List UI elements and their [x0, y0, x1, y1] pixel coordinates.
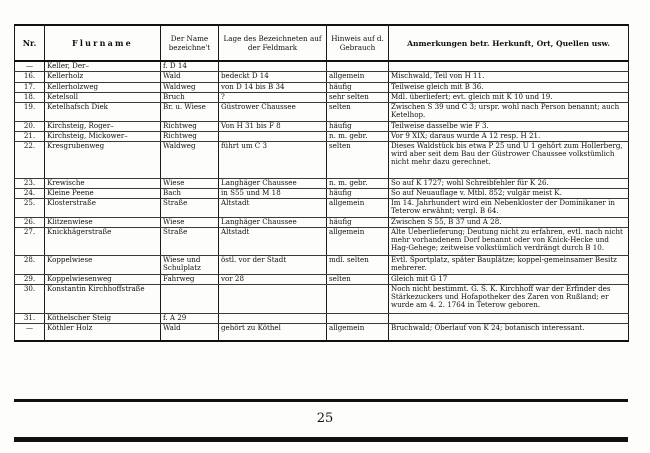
row-anmerkung: Bruchwald; Oberlauf von K 24; botanisch interessant.: [389, 323, 629, 341]
row-nr: 21.: [15, 131, 45, 141]
row-bezeichnet: Bruch: [161, 92, 219, 102]
row-anmerkung: Noch nicht bestimmt. G. S. K. Kirchhoff war der Erfinder des Stärkezuckers und Hofapotheker des Zaren von Rußland; er wurde am 4. 2. 1764 in Teterow geboren.: [389, 284, 629, 313]
row-hinweis: häufig: [327, 188, 389, 198]
table-row: [15, 274, 629, 284]
row-bezeichnet: Straße: [161, 198, 219, 217]
row-lage: [219, 313, 327, 323]
row-lage: Altstadt: [219, 198, 327, 217]
row-anmerkung: Alte Ueberlieferung; Deutung nicht zu erfahren, evtl. nach nicht mehr vorhandenem Dorf benannt oder von Knick-Hecke und Hag-Gehege; zeitweise volkstümlich verdrängt durch B 10.: [389, 227, 629, 255]
table-row: [15, 102, 629, 121]
row-anmerkung: [389, 61, 629, 71]
table-row: [15, 71, 629, 82]
row-nr: 30.: [15, 284, 45, 313]
table-row: [15, 82, 629, 92]
row-anmerkung: So auf K 1727; wohl Schreibfehler für K 26.: [389, 178, 629, 188]
row-anmerkung: Gleich mit G 17: [389, 274, 629, 284]
row-hinweis: allgemein: [327, 198, 389, 217]
row-hinweis: n. m. gebr.: [327, 178, 389, 188]
row-bezeichnet: Wald: [161, 71, 219, 82]
row-nr: 28.: [15, 255, 45, 274]
row-anmerkung: Teilweise dasselbe wie F 3.: [389, 121, 629, 131]
header-bezeichnet: Der Name bezeichne't: [161, 25, 219, 61]
table-row: [15, 178, 629, 188]
row-flurname: Kleine Peene: [45, 188, 161, 198]
row-flurname: Ketelsoll: [45, 92, 161, 102]
row-anmerkung: So auf Neuauflage v. Mtbl. 852; vulgär meist K.: [389, 188, 629, 198]
row-nr: 25.: [15, 198, 45, 217]
row-anmerkung: Im 14. Jahrhundert wird ein Nebenkloster der Dominikaner in Teterow erwähnt; vergl. B 64.: [389, 198, 629, 217]
table-row: [15, 255, 629, 274]
row-lage: gehört zu Köthel: [219, 323, 327, 341]
header-hinweis: Hinweis auf d. Gebrauch: [327, 25, 389, 61]
row-nr: 20.: [15, 121, 45, 131]
row-anmerkung: Mischwald, Teil von H 11.: [389, 71, 629, 82]
row-bezeichnet: f. D 14: [161, 61, 219, 71]
row-flurname: Koppelwiese: [45, 255, 161, 274]
row-nr: 19.: [15, 102, 45, 121]
row-flurname: Kellerholz: [45, 71, 161, 82]
row-anmerkung: Zwischen S 55, B 37 und A 28.: [389, 217, 629, 227]
row-flurname: Kellerholzweg: [45, 82, 161, 92]
row-hinweis: [327, 61, 389, 71]
row-bezeichnet: f. A 29: [161, 313, 219, 323]
row-hinweis: selten: [327, 141, 389, 178]
table-row: [15, 61, 629, 71]
row-hinweis: allgemein: [327, 71, 389, 82]
row-bezeichnet: Waldweg: [161, 141, 219, 178]
row-nr: —: [15, 61, 45, 71]
table-row: [15, 323, 629, 341]
header-flurname: Flurname: [45, 25, 161, 61]
bottom-rule-left: [14, 399, 628, 402]
row-flurname: Krewische: [45, 178, 161, 188]
table-body: [15, 61, 629, 341]
row-bezeichnet: Richtweg: [161, 131, 219, 141]
table-row: [15, 121, 629, 131]
header-nr: Nr.: [15, 25, 45, 61]
row-flurname: Kirchsteig, Mickower–: [45, 131, 161, 141]
row-nr: 29.: [15, 274, 45, 284]
row-nr: 17.: [15, 82, 45, 92]
table-row: [15, 198, 629, 217]
row-lage: in S55 und M 18: [219, 188, 327, 198]
row-lage: führt um C 3: [219, 141, 327, 178]
table-header-row: [15, 25, 629, 61]
row-nr: 18.: [15, 92, 45, 102]
row-flurname: Keller, Der–: [45, 61, 161, 71]
row-lage: Güstrower Chaussee: [219, 102, 327, 121]
field-name-register-table: [14, 24, 629, 342]
table-row: [15, 92, 629, 102]
row-bezeichnet: Wiese: [161, 217, 219, 227]
row-bezeichnet: Wiese: [161, 178, 219, 188]
header-lage: Lage des Bezeichneten auf der Feldmark: [219, 25, 327, 61]
row-flurname: Klitzenwiese: [45, 217, 161, 227]
table-row: [15, 227, 629, 255]
table-row: [15, 313, 629, 323]
row-nr: —: [15, 323, 45, 341]
row-lage: ?: [219, 92, 327, 102]
row-lage: Von H 31 bis F 8: [219, 121, 327, 131]
row-hinweis: allgemein: [327, 323, 389, 341]
row-hinweis: häufig: [327, 82, 389, 92]
row-flurname: Klosterstraße: [45, 198, 161, 217]
row-bezeichnet: Wiese und Schulplatz: [161, 255, 219, 274]
row-flurname: Koppelwiesenweg: [45, 274, 161, 284]
row-flurname: Köthelscher Steig: [45, 313, 161, 323]
row-flurname: Ketelhafsch Diek: [45, 102, 161, 121]
row-flurname: Konstantin Kirchhoffstraße: [45, 284, 161, 313]
row-nr: 22.: [15, 141, 45, 178]
row-flurname: Köthler Holz: [45, 323, 161, 341]
row-hinweis: mdl. selten: [327, 255, 389, 274]
row-flurname: Kirchsteig, Roger–: [45, 121, 161, 131]
row-anmerkung: Teilweise gleich mit B 36.: [389, 82, 629, 92]
row-bezeichnet: Waldweg: [161, 82, 219, 92]
row-anmerkung: Zwischen S 39 und C 3; urspr. wohl nach Person benannt; auch Ketelhop.: [389, 102, 629, 121]
row-bezeichnet: Br. u. Wiese: [161, 102, 219, 121]
row-hinweis: [327, 284, 389, 313]
row-lage: [219, 131, 327, 141]
row-hinweis: selten: [327, 102, 389, 121]
header-anmerkungen: Anmerkungen betr. Herkunft, Ort, Quellen usw.: [389, 25, 629, 61]
row-anmerkung: Mdl. überliefert; evt. gleich mit K 10 und 19.: [389, 92, 629, 102]
row-bezeichnet: Wald: [161, 323, 219, 341]
row-hinweis: n. m. gebr.: [327, 131, 389, 141]
row-lage: Altstadt: [219, 227, 327, 255]
table-row: [15, 284, 629, 313]
row-lage: vor 28: [219, 274, 327, 284]
row-anmerkung: Evtl. Sportplatz, später Bauplätze; koppel-gemeinsamer Besitz mehrerer.: [389, 255, 629, 274]
row-nr: 23.: [15, 178, 45, 188]
row-hinweis: allgemein: [327, 227, 389, 255]
table-row: [15, 141, 629, 178]
page-number: 25: [316, 411, 334, 426]
row-nr: 26.: [15, 217, 45, 227]
page-bottom-bar: [14, 437, 628, 442]
row-anmerkung: Dieses Waldstück bis etwa P 25 und U 1 gehört zum Hollerberg, wird aber seit dem Bau der Güstrower Chaussee volkstümlich nicht mehr dazu gerechnet.: [389, 141, 629, 178]
row-bezeichnet: [161, 284, 219, 313]
row-lage: [219, 284, 327, 313]
row-hinweis: häufig: [327, 217, 389, 227]
row-lage: Langhäger Chaussee: [219, 178, 327, 188]
row-anmerkung: [389, 313, 629, 323]
row-hinweis: häufig: [327, 121, 389, 131]
table-row: [15, 217, 629, 227]
table-row: [15, 131, 629, 141]
row-flurname: Knickhägerstraße: [45, 227, 161, 255]
row-flurname: Kresgrubenweg: [45, 141, 161, 178]
row-nr: 16.: [15, 71, 45, 82]
row-lage: [219, 61, 327, 71]
row-bezeichnet: Bach: [161, 188, 219, 198]
table-row: [15, 188, 629, 198]
row-lage: von D 14 bis B 34: [219, 82, 327, 92]
row-nr: 27.: [15, 227, 45, 255]
row-lage: östl. vor der Stadt: [219, 255, 327, 274]
row-hinweis: sehr selten: [327, 92, 389, 102]
row-nr: 31.: [15, 313, 45, 323]
row-lage: Langhäger Chaussee: [219, 217, 327, 227]
row-anmerkung: Vor 9 XIX; daraus wurde A 12 resp. H 21.: [389, 131, 629, 141]
row-lage: bedeckt D 14: [219, 71, 327, 82]
row-bezeichnet: Richtweg: [161, 121, 219, 131]
row-hinweis: [327, 313, 389, 323]
row-bezeichnet: Fahrweg: [161, 274, 219, 284]
row-bezeichnet: Straße: [161, 227, 219, 255]
row-nr: 24.: [15, 188, 45, 198]
row-hinweis: selten: [327, 274, 389, 284]
